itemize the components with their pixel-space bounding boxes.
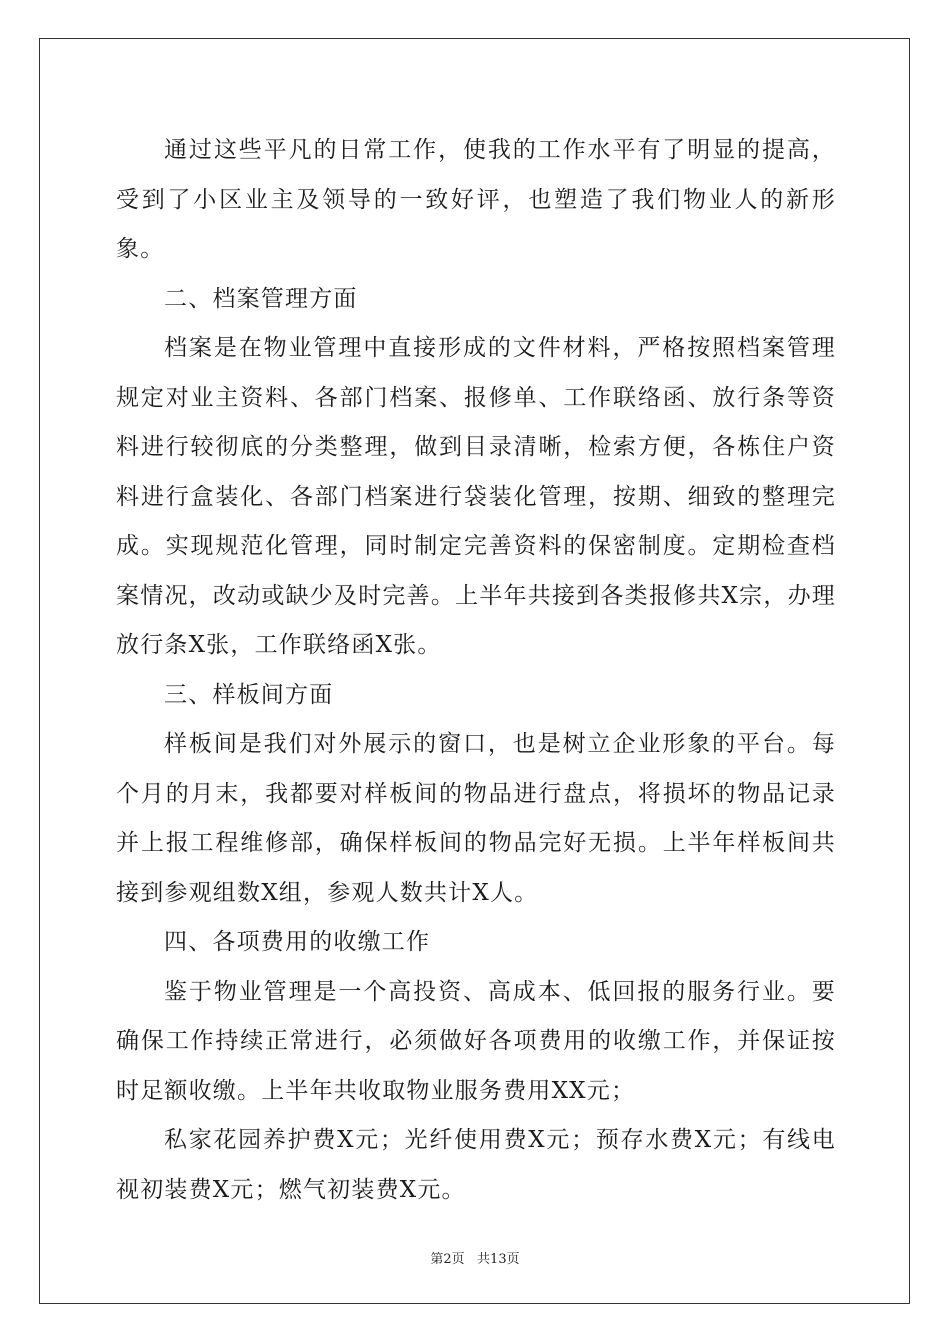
- paragraph-archives: 档案是在物业管理中直接形成的文件材料，严格按照档案管理规定对业主资料、各部门档案、报修单、工作联络函、放行条等资料进行较彻底的分类整理，做到目录清晰，检索方便，各栋住户资料进行盒装化、各部门档案进行袋装化管理，按期、细致的整理完成。实现规范化管理，同时制定完善资料的保密制度。定期检查档案情况，改动或缺少及时完善。上半年共接到各类报修共X宗，办理放行条X张，工作联络函X张。: [116, 335, 836, 658]
- paragraph-fees: 鉴于物业管理是一个高投资、高成本、低回报的服务行业。要确保工作持续正常进行，必须做好各项费用的收缴工作，并保证按时足额收缴。上半年共收取物业服务费用XX元；: [116, 978, 836, 1104]
- paragraph-fee-details: 私家花园养护费X元；光纤使用费X元；预存水费X元；有线电视初装费X元；燃气初装费X元。: [116, 1127, 836, 1203]
- document-body: [116, 126, 836, 1215]
- section-heading-fees: 四、各项费用的收缴工作: [164, 929, 431, 955]
- section-heading-archives: 二、档案管理方面: [164, 285, 358, 312]
- paragraph-summary: 通过这些平凡的日常工作，使我的工作水平有了明显的提高，受到了小区业主及领导的一致好评，也塑造了我们物业人的新形象。: [116, 137, 836, 262]
- paragraph-showroom: 样板间是我们对外展示的窗口，也是树立企业形象的平台。每个月的月末，我都要对样板间的物品进行盘点，将损坏的物品记录并上报工程维修部，确保样板间的物品完好无损。上半年样板间共接到参观组数X组，参观人数共计X人。: [116, 731, 836, 906]
- page-number: 第2页 共13页: [430, 1252, 520, 1267]
- section-heading-showroom: 三、样板间方面: [164, 681, 334, 708]
- page-footer: [0, 1248, 950, 1267]
